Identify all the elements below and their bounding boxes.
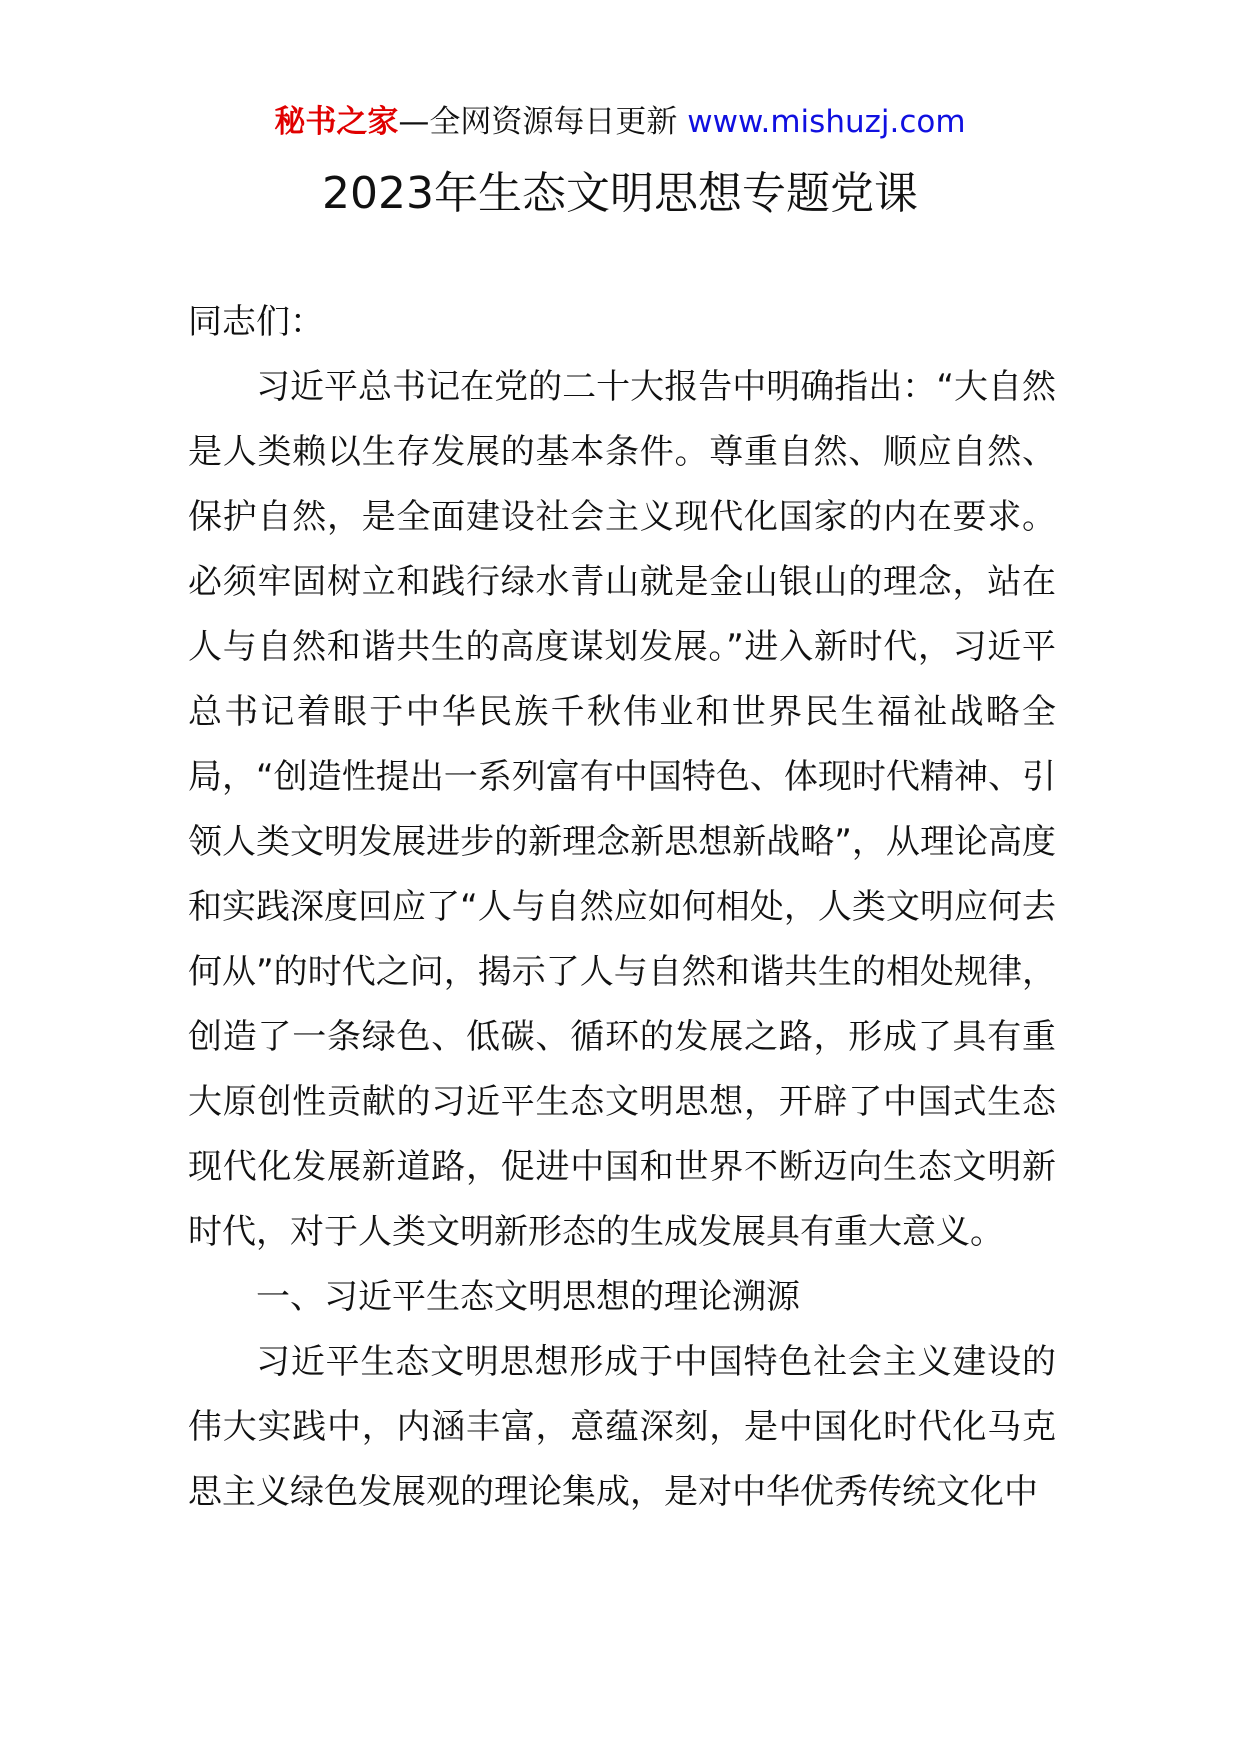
paragraph-section-1: 习近平生态文明思想形成于中国特色社会主义建设的伟大实践中，内涵丰富，意蕴深刻，是中国化时代化马克思主义绿色发展观的理论集成，是对中华优秀传统文化中 <box>188 1342 1056 1512</box>
document-body <box>188 290 1056 1525</box>
salutation: 同志们： <box>188 302 324 342</box>
header-slogan: —全网资源每日更新 <box>398 104 688 140</box>
paragraph-intro: 习近平总书记在党的二十大报告中明确指出：“大自然是人类赖以生存发展的基本条件。尊重自然、顺应自然、保护自然，是全面建设社会主义现代化国家的内在要求。必须牢固树立和践行绿水青山就是金山银山的理念，站在人与自然和谐共生的高度谋划发展。”进入新时代，习近平总书记着眼于中华民族千秋伟业和世界民生福祉战略全局，“创造性提出一系列富有中国特色、体现时代精神、引领人类文明发展进步的新理念新思想新战略”，从理论高度和实践深度回应了“人与自然应如何相处，人类文明应何去何从”的时代之问，揭示了人与自然和谐共生的相处规律，创造了一条绿色、低碳、循环的发展之路，形成了具有重大原创性贡献的习近平生态文明思想，开辟了中国式生态现代化发展新道路，促进中国和世界不断迈向生态文明新时代，对于人类文明新形态的生成发展具有重大意义。 <box>188 367 1056 1252</box>
site-header <box>0 98 1240 146</box>
brand-name: 秘书之家 <box>274 104 399 140</box>
document-title: 2023年生态文明思想专题党课 <box>322 168 918 219</box>
site-url-link[interactable]: www.mishuzj.com <box>687 104 966 140</box>
section-heading-1: 一、习近平生态文明思想的理论溯源 <box>256 1277 800 1317</box>
